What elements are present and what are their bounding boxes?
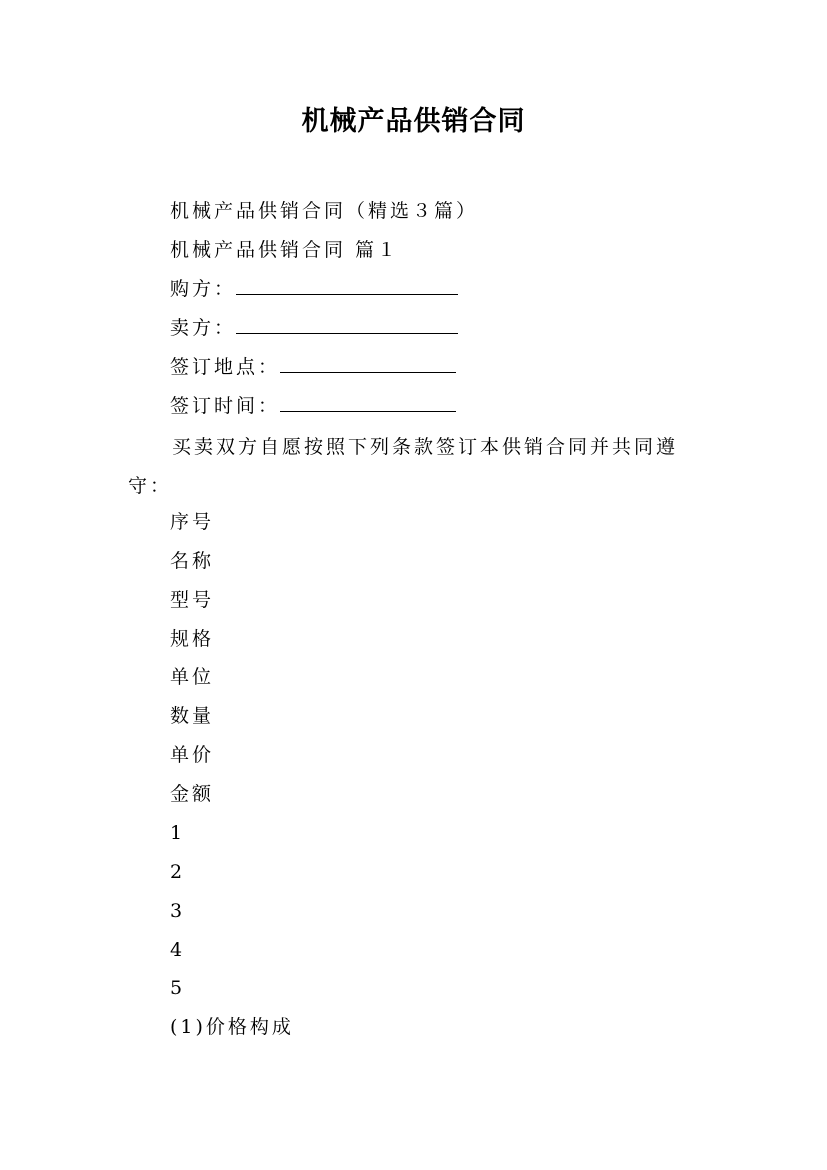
seller-blank (236, 313, 458, 334)
place-line (170, 352, 456, 382)
time-label: 签订时间： (170, 395, 281, 417)
buyer-blank (236, 274, 458, 295)
table-header-spec: 规格 (170, 628, 215, 650)
table-header-name: 名称 (170, 550, 215, 572)
table-header-seq: 序号 (170, 511, 215, 533)
row-number: 5 (170, 977, 186, 999)
time-blank (280, 391, 456, 412)
table-header-amount: 金额 (170, 783, 215, 805)
clause-price-composition: (1)价格构成 (170, 1016, 294, 1038)
row-number: 2 (170, 861, 186, 883)
document-title: 机械产品供销合同 (301, 106, 526, 137)
row-number: 1 (170, 822, 186, 844)
table-header-unit: 单位 (170, 666, 215, 688)
place-label: 签订地点： (170, 356, 281, 378)
time-line (170, 391, 456, 421)
row-number: 4 (170, 939, 186, 961)
intro-line: 机械产品供销合同（精选３篇） (170, 200, 479, 222)
table-header-unit-price: 单价 (170, 744, 215, 766)
seller-line (170, 313, 458, 343)
seller-label: 卖方： (170, 317, 237, 339)
buyer-line (170, 274, 458, 304)
section-heading: 机械产品供销合同 篇１ (170, 239, 400, 261)
place-blank (280, 352, 456, 373)
table-header-model: 型号 (170, 589, 215, 611)
buyer-label: 购方： (170, 278, 237, 300)
row-number: 3 (170, 900, 186, 922)
agreement-paragraph: 买卖双方自愿按照下列条款签订本供销合同并共同遵守： (128, 436, 679, 497)
table-header-quantity: 数量 (170, 705, 215, 727)
